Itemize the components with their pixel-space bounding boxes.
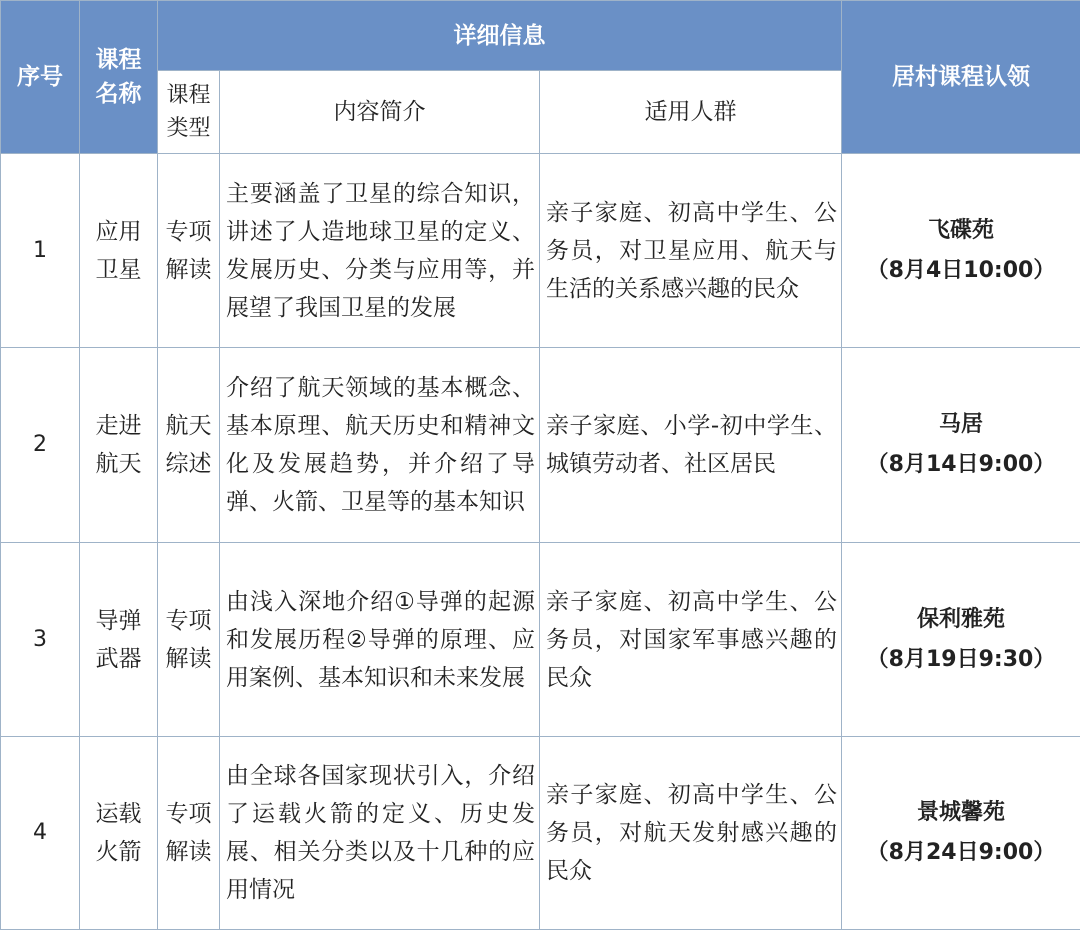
claim-place: 景城馨苑 bbox=[916, 800, 1005, 825]
row-number: 1 bbox=[1, 154, 80, 348]
claim-time: （8月24日9:00） bbox=[866, 840, 1056, 865]
claim-time: （8月4日10:00） bbox=[866, 257, 1056, 283]
row-number: 2 bbox=[1, 348, 80, 543]
content-summary: 由全球各国家现状引入，介绍了运载火箭的定义、历史发展、相关分类以及十几种的应用情况 bbox=[220, 737, 540, 930]
table-row bbox=[1, 348, 1080, 543]
course-name-cell bbox=[80, 543, 158, 737]
audience: 亲子家庭、初高中学生、公务员，对卫星应用、航天与生活的关系感兴趣的民众 bbox=[540, 154, 842, 348]
content-summary: 主要涵盖了卫星的综合知识，讲述了人造地球卫星的定义、发展历史、分类与应用等，并展望了我国卫星的发展 bbox=[220, 154, 540, 348]
header-course-name bbox=[80, 1, 158, 154]
header-no: 序号 bbox=[1, 1, 80, 154]
claim-cell bbox=[842, 154, 1080, 348]
course-type: 专项解读 bbox=[165, 607, 212, 672]
header-row-top bbox=[1, 1, 1080, 71]
course-name-cell bbox=[80, 348, 158, 543]
course-type-cell bbox=[158, 154, 220, 348]
header-course-type-text: 课程类型 bbox=[166, 83, 211, 141]
header-content: 内容简介 bbox=[220, 71, 540, 154]
header-audience: 适用人群 bbox=[540, 71, 842, 154]
table-row bbox=[1, 154, 1080, 348]
content-summary: 介绍了航天领域的基本概念、基本原理、航天历史和精神文化及发展趋势，并介绍了导弹、火箭、卫星等的基本知识 bbox=[220, 348, 540, 543]
course-type: 航天综述 bbox=[165, 413, 212, 477]
claim-place: 马居 bbox=[938, 412, 983, 437]
row-number: 3 bbox=[1, 543, 80, 737]
course-type-cell bbox=[158, 348, 220, 543]
course-name: 导弹武器 bbox=[95, 607, 142, 672]
table-row bbox=[1, 737, 1080, 930]
row-number: 4 bbox=[1, 737, 80, 930]
header-claim: 居村课程认领 bbox=[842, 1, 1080, 154]
claim-cell bbox=[842, 348, 1080, 543]
audience: 亲子家庭、小学-初中学生、城镇劳动者、社区居民 bbox=[540, 348, 842, 543]
claim-time: （8月14日9:00） bbox=[866, 452, 1056, 477]
claim-cell bbox=[842, 543, 1080, 737]
course-type-cell bbox=[158, 737, 220, 930]
claim-time: （8月19日9:30） bbox=[866, 646, 1056, 672]
claim-place: 保利雅苑 bbox=[916, 606, 1005, 632]
course-name: 应用卫星 bbox=[95, 218, 142, 283]
audience: 亲子家庭、初高中学生、公务员，对国家军事感兴趣的民众 bbox=[540, 543, 842, 737]
header-detail: 详细信息 bbox=[158, 1, 842, 71]
header-course-name-text: 课程名称 bbox=[95, 47, 142, 107]
course-name-cell bbox=[80, 154, 158, 348]
claim-place: 飞碟苑 bbox=[927, 217, 994, 243]
course-name-cell bbox=[80, 737, 158, 930]
course-name: 运载火箭 bbox=[95, 801, 142, 865]
claim-cell bbox=[842, 737, 1080, 930]
content-summary: 由浅入深地介绍①导弹的起源和发展历程②导弹的原理、应用案例、基本知识和未来发展 bbox=[220, 543, 540, 737]
course-type: 专项解读 bbox=[165, 218, 212, 283]
course-type: 专项解读 bbox=[165, 801, 212, 865]
course-name: 走进航天 bbox=[95, 413, 142, 477]
course-type-cell bbox=[158, 543, 220, 737]
header-course-type bbox=[158, 71, 220, 154]
audience: 亲子家庭、初高中学生、公务员，对航天发射感兴趣的民众 bbox=[540, 737, 842, 930]
table-row bbox=[1, 543, 1080, 737]
